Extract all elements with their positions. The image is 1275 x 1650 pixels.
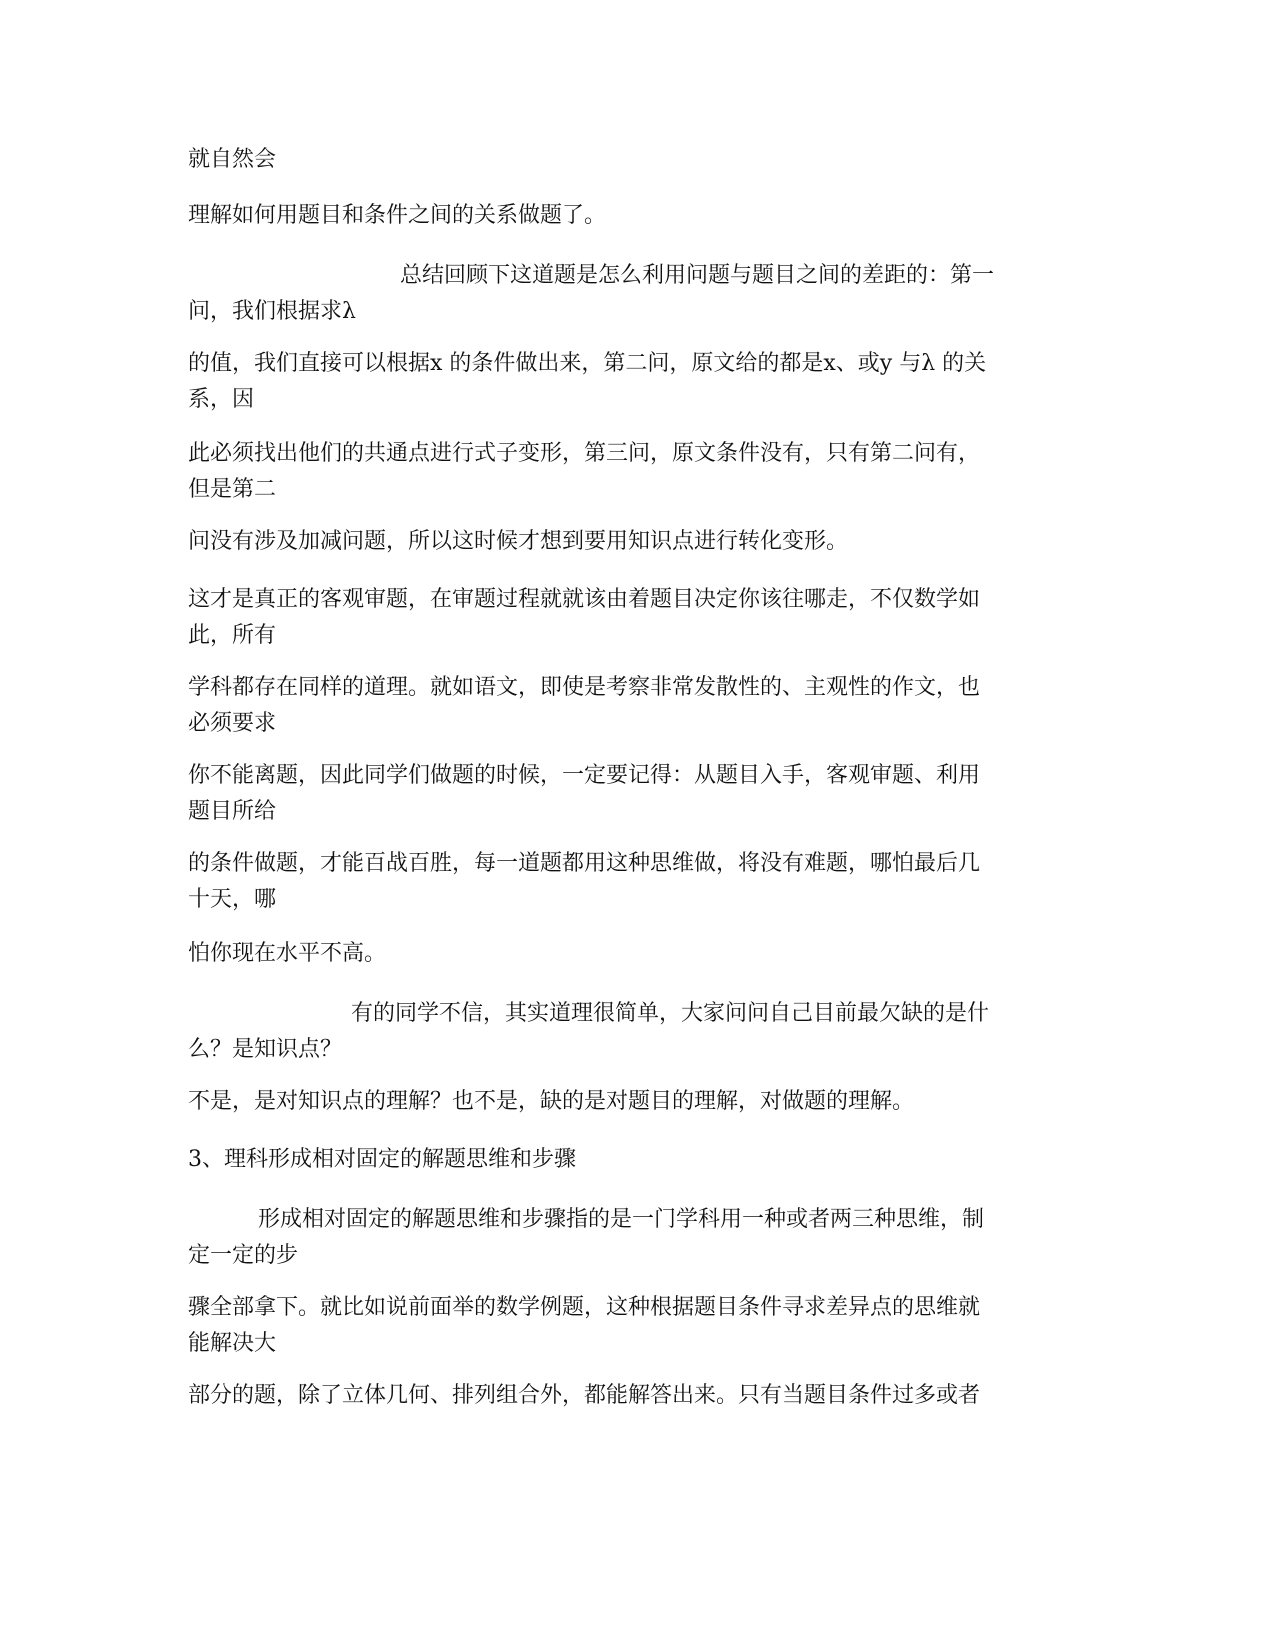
text-line: 定一定的步 (188, 1243, 299, 1268)
text-line: 3、理科形成相对固定的解题思维和步骤 (188, 1147, 576, 1172)
text-line: 此必须找出他们的共通点进行式子变形，第三问，原文条件没有，只有第二问有， (188, 441, 981, 466)
paragraph-2 (188, 198, 1098, 234)
text-line: 必须要求 (188, 711, 277, 736)
section-heading (188, 1142, 1098, 1178)
paragraph-13 (188, 1084, 1098, 1120)
paragraph-16 (188, 1378, 1098, 1414)
text-line: 怕你现在水平不高。 (188, 941, 387, 966)
paragraph-14 (188, 1202, 1098, 1274)
paragraph-5 (188, 436, 1098, 508)
text-line: 系，因 (188, 387, 255, 412)
text-line: 形成相对固定的解题思维和步骤指的是一门学科用一种或者两三种思维，制 (258, 1207, 985, 1232)
text-line: 但是第二 (188, 477, 277, 502)
paragraph-11 (188, 936, 1098, 972)
text-line: 题目所给 (188, 799, 277, 824)
paragraph-1 (188, 142, 1098, 178)
text-line: 骤全部拿下。就比如说前面举的数学例题，这种根据题目条件寻求差异点的思维就 (188, 1295, 981, 1320)
text-line: 十天，哪 (188, 887, 277, 912)
text-line: 总结回顾下这道题是怎么利用问题与题目之间的差距的：第一 (400, 263, 995, 288)
text-line: 的值，我们直接可以根据x 的条件做出来，第二问，原文给的都是x、或y 与λ 的关 (188, 351, 987, 376)
text-line: 这才是真正的客观审题，在审题过程就就该由着题目决定你该往哪走，不仅数学如 (188, 587, 981, 612)
text-line: 部分的题，除了立体几何、排列组合外，都能解答出来。只有当题目条件过多或者 (188, 1383, 981, 1408)
text-line: 的条件做题，才能百战百胜，每一道题都用这种思维做，将没有难题，哪怕最后几 (188, 851, 981, 876)
text-line: 不是，是对知识点的理解？也不是，缺的是对题目的理解，对做题的理解。 (188, 1089, 915, 1114)
paragraph-6 (188, 524, 1098, 560)
text-line: 学科都存在同样的道理。就如语文，即使是考察非常发散性的、主观性的作文，也 (188, 675, 981, 700)
paragraph-3 (188, 258, 1098, 330)
text-line: 能解决大 (188, 1331, 277, 1356)
paragraph-4 (188, 346, 1098, 418)
text-line: 么？是知识点？ (188, 1037, 343, 1062)
text-line: 问没有涉及加减问题，所以这时候才想到要用知识点进行转化变形。 (188, 529, 849, 554)
text-line: 就自然会 (188, 147, 277, 172)
text-line: 有的同学不信，其实道理很简单，大家问问自己目前最欠缺的是什 (351, 1001, 990, 1026)
paragraph-8 (188, 670, 1098, 742)
paragraph-7 (188, 582, 1098, 654)
text-line: 你不能离题，因此同学们做题的时候，一定要记得：从题目入手，客观审题、利用 (188, 763, 981, 788)
text-line: 此，所有 (188, 623, 277, 648)
paragraph-9 (188, 758, 1098, 830)
paragraph-15 (188, 1290, 1098, 1362)
text-line: 问，我们根据求λ (188, 299, 356, 324)
paragraph-12 (188, 996, 1098, 1068)
paragraph-10 (188, 846, 1098, 918)
text-line: 理解如何用题目和条件之间的关系做题了。 (188, 203, 607, 228)
